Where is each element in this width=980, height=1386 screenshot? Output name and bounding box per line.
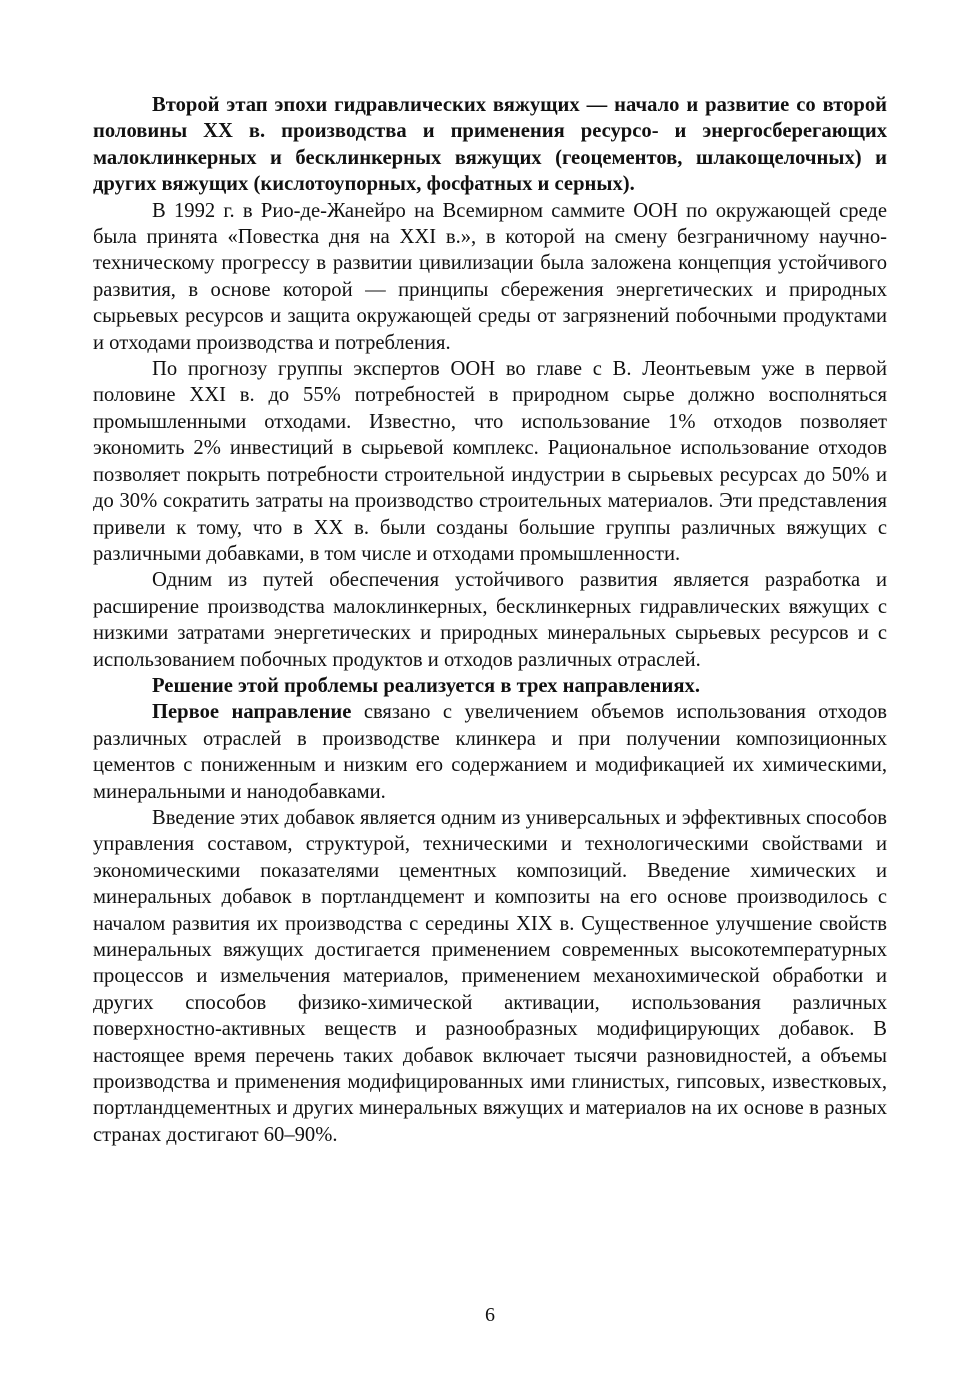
subheading-three-directions: Решение этой проблемы реализуется в трех направлениях.	[152, 674, 700, 697]
first-direction-label: Первое направление	[152, 701, 352, 724]
paragraph-sustainable-binders: Одним из путей обеспечения устойчивого развития является разработка и расширение производства малоклинкерных, бесклинкерных гидравлических вяжущих с низкими затратами энергетических и природных минеральных сырьевых ресурсов и с использованием побочных продуктов и отходов различных отраслей.	[93, 569, 887, 671]
paragraph-first-direction	[93, 699, 887, 805]
paragraph-rio-summit: В 1992 г. в Рио-де-Жанейро на Всемирном саммите ООН по окружающей среде была принята «Повестка дня на XXI в.», в которой на смену безграничному научно-техническому прогрессу в развитии цивилизации была заложена концепция устойчивого развития, в основе которой — принципы сбережения энергетических и природных сырьевых ресурсов и защита окружающей среды от загрязнений побочными продуктами и отходами производства и потребления.	[93, 199, 887, 354]
paragraph-additives: Введение этих добавок является одним из универсальных и эффективных способов управления составом, структурой, техническими и технологическими свойствами и экономическими показателями цементных композиций. Введение химических и минеральных добавок в портландцемент и композиты на его основе производилось с началом развития их производства с середины XIX в. Существенное улучшение свойств минеральных вяжущих достигается применением современных высокотемпературных процессов и измельчения материалов, применением механохимической обработки и других способов физико-химической активации, использования различных поверхностно-активных веществ и разнообразных модифицирующих добавок. В настоящее время перечень таких добавок включает тысячи разновидностей, а объемы производства и применения модифицированных ими глинистых, гипсовых, известковых, портландцементных и других минеральных вяжущих и материалов на их основе в разных странах достигают 60–90%.	[93, 806, 887, 1146]
document-page	[93, 92, 887, 1148]
paragraph-un-forecast: По прогнозу группы экспертов ООН во главе с В. Леонтьевым уже в первой половине XXI в. до 55% потребностей в природном сырье должно восполняться промышленными отходами. Известно, что использование 1% отходов позволяет экономить 2% инвестиций в сырьевой комплекс. Рациональное использование отходов позволяет покрыть потребности строительной индустрии в сырьевых ресурсах до 50% и до 30% сократить затраты на производство строительных материалов. Эти представления привели к тому, что в XX в. были созданы большие группы различных вяжущих с различными добавками, в том числе и отходами промышленности.	[93, 358, 887, 565]
section-heading: Второй этап эпохи гидравлических вяжущих — начало и развитие со второй половины XX в. производства и применения ресурсо- и энергосберегающих малоклинкерных и бесклинкерных вяжущих (геоцементов, шлакощелочных) и других вяжущих (кислотоупорных, фосфатных и серных).	[93, 94, 887, 196]
page-number: 6	[485, 1304, 495, 1326]
first-direction-text: связано с увеличением объемов использования отходов различных отраслей в производстве клинкера и при получении композиционных цементов с пониженным и низким его содержанием и модификацией их химическими, минеральными и нанодобавками.	[93, 701, 887, 803]
